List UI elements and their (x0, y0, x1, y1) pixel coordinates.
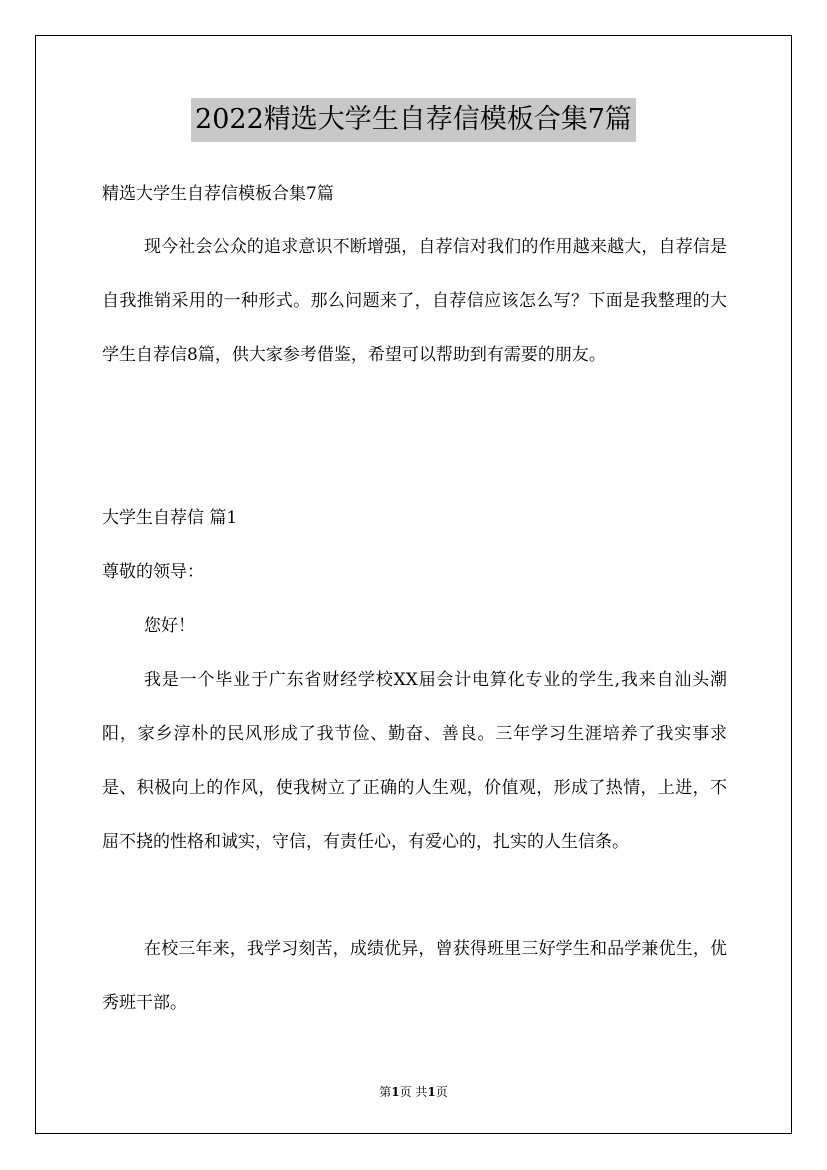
section-heading: 大学生自荐信 篇1 (102, 508, 238, 528)
footer-page-total: 1 (427, 1085, 436, 1099)
footer-page-prefix: 第 (379, 1085, 392, 1099)
greeting: 您好！ (144, 616, 195, 636)
intro-paragraph: 现今社会公众的追求意识不断增强，自荐信对我们的作用越来越大，自荐信是自我推销采用的一种形式。那么问题来了，自荐信应该怎么写？下面是我整理的大学生自荐信8篇，供大家参考借鉴，希望可以帮助到有需要的朋友。 (102, 237, 727, 365)
document-title: 2022精选大学生自荐信模板合集7篇 (191, 98, 636, 142)
footer-page-number: 1 (391, 1085, 400, 1099)
title-wrap (0, 98, 827, 142)
body-paragraph-1: 我是一个毕业于广东省财经学校XX届会计电算化专业的学生,我来自汕头潮阳，家乡淳朴的民风形成了我节俭、勤奋、善良。三年学习生涯培养了我实事求是、积极向上的作风，使我树立了正确的人生观，价值观，形成了热情，上进，不屈不挠的性格和诚实，守信，有责任心，有爱心的，扎实的人生信条。 (102, 670, 727, 852)
page-footer (0, 1083, 827, 1100)
footer-page-suffix: 页 (435, 1085, 448, 1099)
document-subtitle: 精选大学生自荐信模板合集7篇 (102, 184, 334, 204)
salutation: 尊敬的领导： (102, 562, 204, 582)
body-paragraph-2: 在校三年来，我学习刻苦，成绩优异，曾获得班里三好学生和品学兼优生，优秀班干部。 (102, 939, 727, 1013)
footer-page-mid: 页 共 (399, 1085, 428, 1099)
